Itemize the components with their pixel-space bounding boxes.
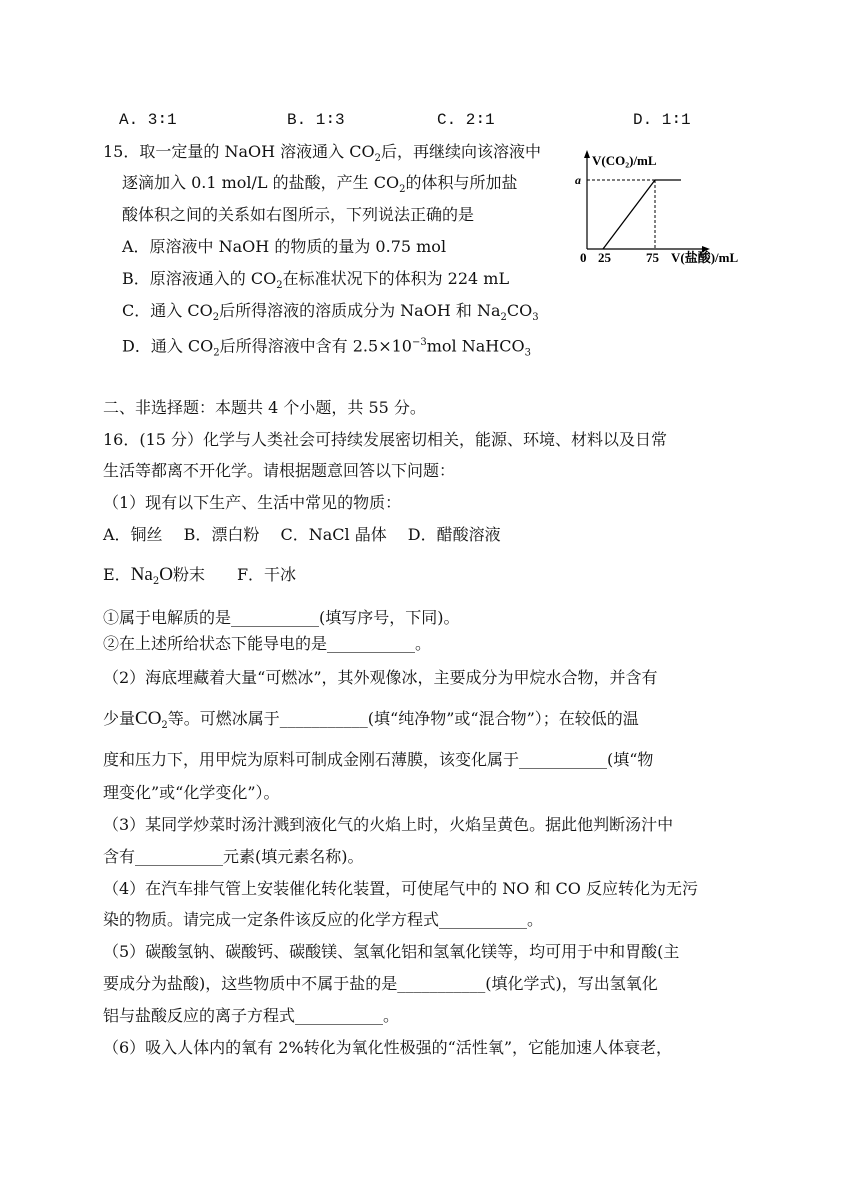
q16-part5-line2: 要成分为盐酸)，这些物质中不属于盐的是___________(填化学式)，写出氢氧化	[103, 974, 658, 993]
q16-part4-line2: 染的物质。请完成一定条件该反应的化学方程式___________。	[103, 910, 544, 929]
q16-sub2: ②在上述所给状态下能导电的是___________。	[103, 634, 432, 653]
series-line-rise	[603, 180, 655, 249]
q15-line3: 酸体积之间的关系如右图所示，下列说法正确的是	[122, 205, 475, 224]
q15-option-d: D．通入 $CO_2$后所得溶液中含有 $2.5\times 10^{-3}mol$ NaHCO$_3$	[122, 336, 531, 359]
q16-part4-line1: （4）在汽车排气管上安装催化转化装置，可使尾气中的 NO 和 CO 反应转化为无污	[103, 879, 699, 898]
q16-options: A．铜丝 B．漂白粉 C．NaCl 晶体 D．醋酸溶液	[103, 525, 501, 544]
q16-part3-line1: （3）某同学炒菜时汤汁溅到液化气的火焰上时，火焰呈黄色。据此他判断汤汁中	[103, 815, 674, 834]
co2-volume-chart	[575, 145, 760, 270]
q15-option-b: B．原溶液通入的 $CO_2$在标准状况下的体积为 224 mL	[122, 269, 510, 292]
q16-part2-line2: 少量$CO_2$等。可燃冰属于___________(填“纯净物”或“混合物”）；在较低的温	[103, 708, 639, 732]
x-tick-75: 75	[646, 250, 659, 265]
y-tick-a: a	[575, 173, 581, 187]
q16-part5-line1: （5）碳酸氢钠、碳酸钙、碳酸镁、氢氧化铝和氢氧化镁等，均可用于中和胃酸(主	[103, 942, 680, 961]
q16-part6-line1: （6）吸入人体内的氧有 2%转化为氧化性极强的“活性氧”，它能加速人体衰老，	[103, 1038, 673, 1057]
option-c: C. 2∶1	[437, 111, 495, 129]
q16-part2-line1: （2）海底埋藏着大量“可燃冰”，其外观像冰，主要成分为甲烷水合物，并含有	[103, 668, 658, 687]
q16-part3-line2: 含有___________元素(填元素名称)。	[103, 847, 364, 866]
option-a: A. 3∶1	[119, 111, 177, 129]
q16-part2-line3: 度和压力下，用甲烷为原料可制成金刚石薄膜，该变化属于___________(填“物	[103, 750, 654, 769]
q15-line1: 15．取一定量的 NaOH 溶液通入 $CO_2$后，再继续向该溶液中	[103, 142, 541, 165]
y-axis-label: V(CO₂)/mL	[592, 153, 657, 168]
section-heading: 二、非选择题：本题共 4 个小题，共 55 分。	[103, 398, 426, 417]
q16-options-e: E．$Na_2O$粉末 F．干冰	[103, 564, 297, 588]
x-tick-25: 25	[598, 250, 611, 265]
q16-line2: 生活等都离不开化学。请根据题意回答以下问题：	[103, 461, 456, 480]
q15-option-c: C．通入 $CO_2$后所得溶液的溶质成分为 NaOH 和 $Na_2CO_3$	[122, 301, 539, 324]
q15-line2: 逐滴加入 0.1 mol/L 的盐酸，产生 $CO_2$的体积与所加盐	[122, 173, 518, 196]
q16-part2-line4: 理变化”或“化学变化”）。	[103, 783, 280, 802]
y-axis-arrow	[584, 150, 590, 158]
option-d: D. 1∶1	[633, 111, 691, 129]
q15-option-a: A．原溶液中 NaOH 的物质的量为 0.75 mol	[122, 237, 447, 256]
x-axis-label: V(盐酸)/mL	[671, 250, 739, 265]
origin-label: 0	[580, 250, 587, 265]
q16-line1: 16．(15 分）化学与人类社会可持续发展密切相关，能源、环境、材料以及日常	[103, 430, 668, 449]
option-b: B. 1∶3	[287, 111, 345, 129]
q16-sub1: ①属于电解质的是___________(填写序号，下同)。	[103, 608, 460, 627]
q16-part5-line3: 铝与盐酸反应的离子方程式___________。	[103, 1006, 400, 1025]
q16-part1: （1）现有以下生产、生活中常见的物质：	[103, 493, 402, 512]
